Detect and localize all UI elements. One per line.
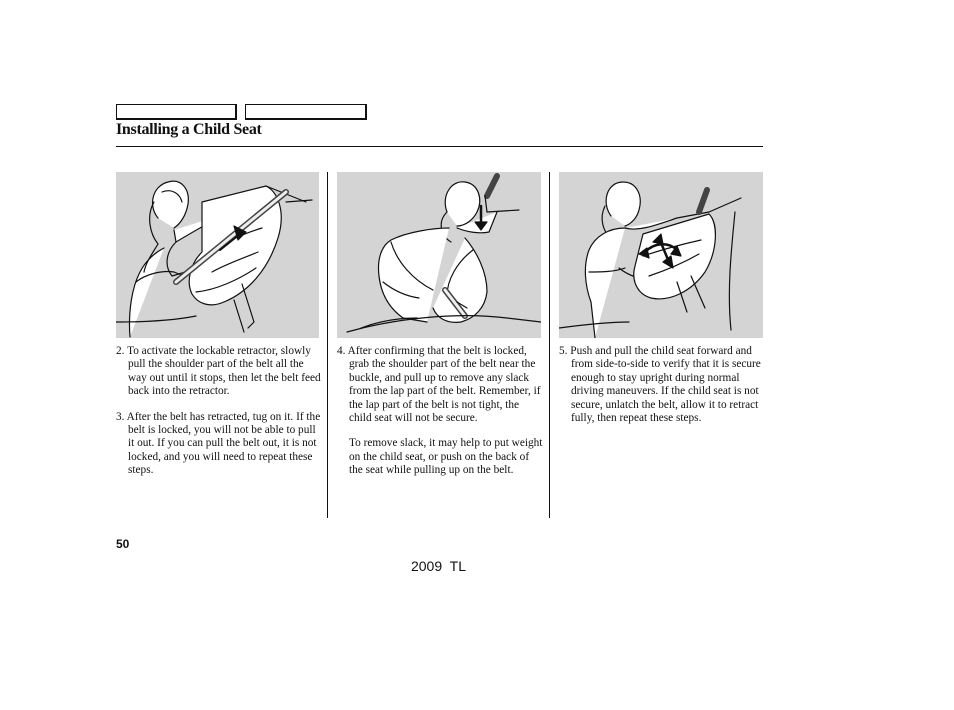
column-divider xyxy=(549,172,550,518)
nav-tab-box-1 xyxy=(116,104,237,120)
step-5-text: 5. Push and pull the child seat forward and from side-to-side to verify that it is secure enough to stay upright during normal driving maneuvers. If the child seat is not secure, unlatch the belt, allow it to retract fully, then repeat these steps. xyxy=(559,345,761,425)
title-rule xyxy=(116,146,763,147)
step-4-text: 4. After confirming that the belt is locked, grab the shoulder part of the belt near the buckle, and pull up to remove any slack from the lap part of the belt. Remember, if the lap part of the belt is not tight, the child seat will not be secure. xyxy=(337,345,541,425)
text-column-3 xyxy=(559,345,765,437)
text-column-2 xyxy=(337,345,543,490)
illustration-test-seat-secure xyxy=(559,172,763,338)
page-number: 50 xyxy=(116,537,130,551)
nav-tab-box-2 xyxy=(245,104,367,120)
illustration-pull-shoulder-belt xyxy=(116,172,319,338)
page-title: Installing a Child Seat xyxy=(116,121,262,138)
footer-model: 2009 TL xyxy=(410,558,466,574)
step-2-text: 2. To activate the lockable retractor, slowly pull the shoulder part of the belt all the way out until it stops, then let the belt feed back into the retractor. xyxy=(116,345,321,398)
step-4-note: To remove slack, it may help to put weight on the child seat, or push on the back of the seat while pulling up on the belt. xyxy=(349,437,543,477)
step-3-text: 3. After the belt has retracted, tug on it. If the belt is locked, you will not be able to pull it out. If you can pull the belt out, it is not locked, and you will need to repeat these steps. xyxy=(116,410,321,477)
column-divider xyxy=(327,172,328,518)
illustration-remove-belt-slack xyxy=(337,172,541,338)
text-column-1 xyxy=(116,345,322,490)
